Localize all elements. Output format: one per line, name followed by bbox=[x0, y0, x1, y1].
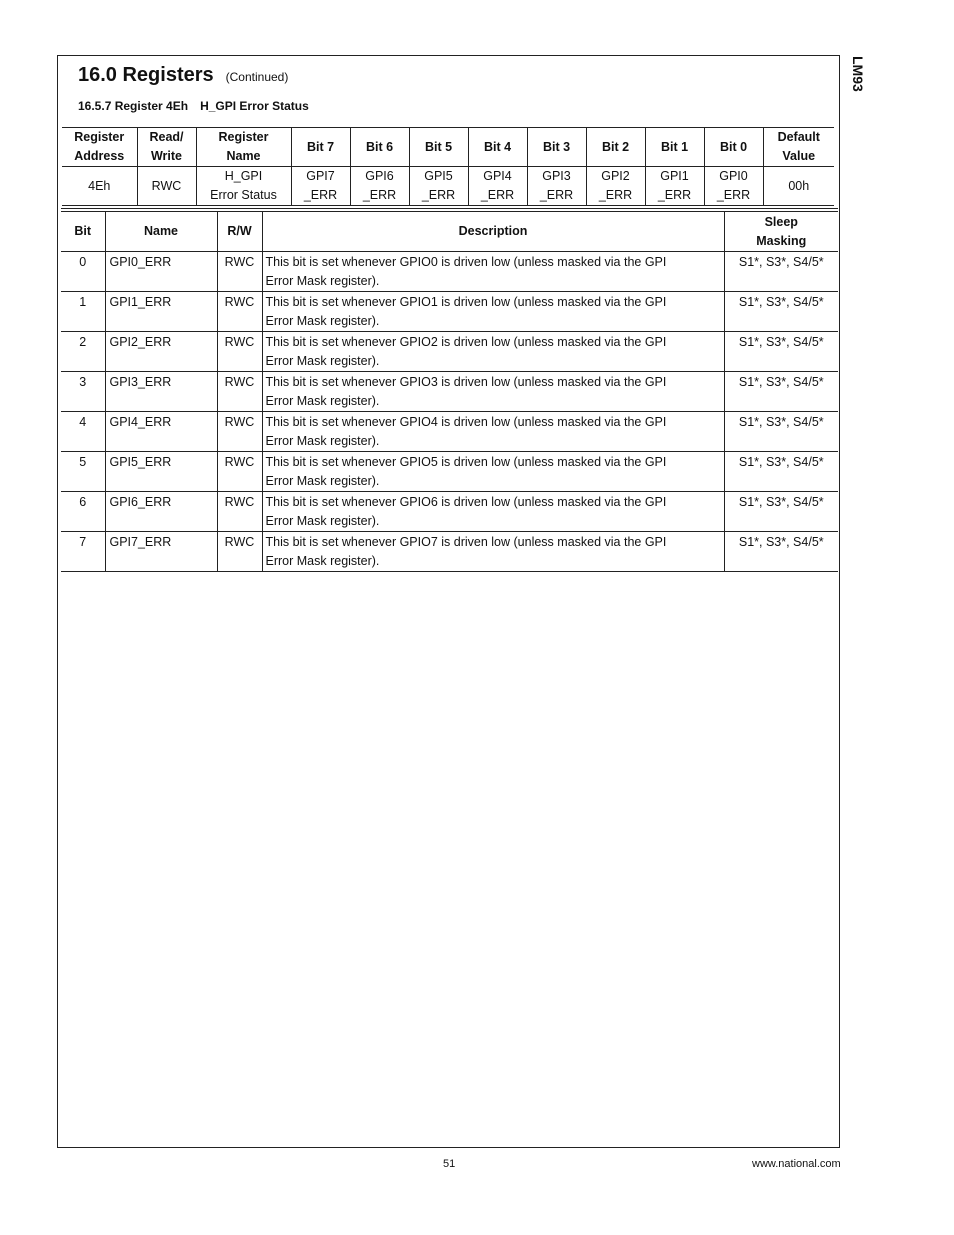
register-value-cell bbox=[468, 167, 527, 206]
register-header-line: Register bbox=[218, 130, 269, 144]
register-header-line: Address bbox=[74, 149, 125, 163]
register-value-line: _ERR bbox=[657, 188, 692, 202]
bit-name: GPI6_ERR bbox=[105, 492, 217, 532]
bit-name: GPI3_ERR bbox=[105, 372, 217, 412]
register-summary-table bbox=[62, 127, 834, 206]
register-value-line: _ERR bbox=[598, 188, 633, 202]
description-line: This bit is set whenever GPIO6 is driven low (unless masked via the GPI bbox=[265, 495, 667, 509]
website-url: www.national.com bbox=[752, 1158, 841, 1170]
register-value-cell bbox=[704, 167, 763, 206]
sleep-masking: S1*, S3*, S4/5* bbox=[724, 452, 838, 492]
description-line: This bit is set whenever GPIO3 is driven low (unless masked via the GPI bbox=[265, 375, 667, 389]
sleep-masking: S1*, S3*, S4/5* bbox=[724, 492, 838, 532]
bit-description-table bbox=[61, 211, 838, 572]
table-divider bbox=[61, 208, 838, 209]
bit-description bbox=[262, 252, 724, 292]
page-number: 51 bbox=[443, 1158, 456, 1170]
bit-name: GPI1_ERR bbox=[105, 292, 217, 332]
register-header-line: Bit 2 bbox=[601, 139, 630, 154]
bit-number: 2 bbox=[61, 332, 105, 372]
register-value-cell bbox=[196, 167, 291, 206]
register-value-line: GPI2 bbox=[601, 169, 630, 183]
register-header-line: Bit 3 bbox=[542, 139, 571, 154]
register-header-line: Default bbox=[777, 130, 820, 144]
register-header-line: Name bbox=[226, 149, 261, 163]
register-header-line: Bit 5 bbox=[424, 139, 453, 154]
register-value-line: GPI1 bbox=[660, 169, 689, 183]
description-line: This bit is set whenever GPIO5 is driven low (unless masked via the GPI bbox=[265, 455, 667, 469]
description-line: Error Mask register). bbox=[265, 313, 380, 328]
register-header-line: Bit 0 bbox=[719, 139, 748, 154]
bit-access: RWC bbox=[217, 452, 262, 492]
register-value-line: GPI5 bbox=[424, 169, 453, 183]
part-number: LM93 bbox=[850, 56, 866, 92]
register-value-line: _ERR bbox=[303, 188, 338, 202]
register-value-line: Error Status bbox=[210, 188, 277, 202]
register-header-cell bbox=[291, 128, 350, 167]
sleep-masking: S1*, S3*, S4/5* bbox=[724, 412, 838, 452]
register-value-line: GPI3 bbox=[542, 169, 571, 183]
description-line: This bit is set whenever GPIO7 is driven low (unless masked via the GPI bbox=[265, 535, 667, 549]
bit-access: RWC bbox=[217, 332, 262, 372]
header-rw: R/W bbox=[217, 212, 262, 252]
register-header-cell bbox=[527, 128, 586, 167]
bit-description bbox=[262, 452, 724, 492]
side-part-label bbox=[845, 56, 869, 116]
table-row bbox=[61, 292, 838, 332]
bit-number: 7 bbox=[61, 532, 105, 572]
register-header-cell bbox=[350, 128, 409, 167]
register-value-line: _ERR bbox=[539, 188, 574, 202]
subsection-name: H_GPI Error Status bbox=[200, 99, 309, 113]
register-header-cell bbox=[62, 128, 137, 167]
bit-name: GPI7_ERR bbox=[105, 532, 217, 572]
bit-access: RWC bbox=[217, 292, 262, 332]
register-value-cell bbox=[137, 167, 196, 206]
table-row bbox=[61, 372, 838, 412]
description-line: Error Mask register). bbox=[265, 273, 380, 288]
register-header-cell bbox=[704, 128, 763, 167]
register-header-line: Register bbox=[74, 130, 125, 144]
description-line: Error Mask register). bbox=[265, 353, 380, 368]
register-header-line: Write bbox=[150, 149, 183, 163]
register-header-cell bbox=[196, 128, 291, 167]
section-heading bbox=[78, 64, 288, 87]
register-header-cell bbox=[137, 128, 196, 167]
register-value-cell bbox=[586, 167, 645, 206]
bit-description bbox=[262, 292, 724, 332]
register-value-line: 4Eh bbox=[88, 178, 111, 193]
bit-number: 6 bbox=[61, 492, 105, 532]
register-header-row bbox=[62, 128, 834, 167]
bit-access: RWC bbox=[217, 412, 262, 452]
bit-number: 3 bbox=[61, 372, 105, 412]
table-row bbox=[61, 412, 838, 452]
table-row bbox=[61, 452, 838, 492]
bit-name: GPI2_ERR bbox=[105, 332, 217, 372]
table-row bbox=[61, 492, 838, 532]
register-header-cell bbox=[645, 128, 704, 167]
register-value-line: _ERR bbox=[716, 188, 751, 202]
sleep-masking: S1*, S3*, S4/5* bbox=[724, 252, 838, 292]
bit-number: 5 bbox=[61, 452, 105, 492]
register-value-line: H_GPI bbox=[224, 169, 263, 183]
bit-access: RWC bbox=[217, 372, 262, 412]
register-value-line: GPI4 bbox=[483, 169, 512, 183]
bit-description bbox=[262, 372, 724, 412]
header-sleep-line1: Sleep bbox=[764, 215, 798, 229]
register-value-line: _ERR bbox=[480, 188, 515, 202]
section-title: 16.0 Registers bbox=[78, 64, 214, 86]
register-value-line: 00h bbox=[788, 178, 810, 193]
register-header-cell bbox=[763, 128, 834, 167]
register-header-cell bbox=[409, 128, 468, 167]
register-value-cell bbox=[62, 167, 137, 206]
header-bit: Bit bbox=[61, 212, 105, 252]
bit-name: GPI0_ERR bbox=[105, 252, 217, 292]
header-description: Description bbox=[262, 212, 724, 252]
bit-description bbox=[262, 412, 724, 452]
description-line: Error Mask register). bbox=[265, 473, 380, 488]
bit-number: 4 bbox=[61, 412, 105, 452]
subsection-number: 16.5.7 Register 4Eh bbox=[78, 99, 189, 113]
sleep-masking: S1*, S3*, S4/5* bbox=[724, 532, 838, 572]
bit-header-row bbox=[61, 212, 838, 252]
table-row bbox=[61, 332, 838, 372]
description-line: This bit is set whenever GPIO0 is driven low (unless masked via the GPI bbox=[265, 255, 667, 269]
register-value-cell bbox=[350, 167, 409, 206]
bit-name: GPI5_ERR bbox=[105, 452, 217, 492]
register-header-line: Bit 7 bbox=[306, 139, 335, 154]
header-sleep-masking bbox=[724, 212, 838, 252]
description-line: Error Mask register). bbox=[265, 433, 380, 448]
description-line: This bit is set whenever GPIO4 is driven low (unless masked via the GPI bbox=[265, 415, 667, 429]
bit-number: 0 bbox=[61, 252, 105, 292]
register-value-cell bbox=[645, 167, 704, 206]
register-value-cell bbox=[291, 167, 350, 206]
bit-access: RWC bbox=[217, 532, 262, 572]
register-value-cell bbox=[763, 167, 834, 206]
bit-description bbox=[262, 332, 724, 372]
description-line: Error Mask register). bbox=[265, 393, 380, 408]
register-value-row bbox=[62, 167, 834, 206]
register-value-line: GPI6 bbox=[365, 169, 394, 183]
register-header-cell bbox=[586, 128, 645, 167]
register-value-line: _ERR bbox=[362, 188, 397, 202]
register-header-line: Bit 4 bbox=[483, 139, 512, 154]
table-row bbox=[61, 532, 838, 572]
header-sleep-line2: Masking bbox=[756, 233, 807, 248]
bit-access: RWC bbox=[217, 252, 262, 292]
description-line: This bit is set whenever GPIO1 is driven low (unless masked via the GPI bbox=[265, 295, 667, 309]
register-header-line: Bit 1 bbox=[660, 139, 689, 154]
register-header-cell bbox=[468, 128, 527, 167]
register-value-line: _ERR bbox=[421, 188, 456, 202]
subsection-heading bbox=[78, 99, 309, 113]
register-header-line: Value bbox=[782, 149, 816, 163]
description-line: Error Mask register). bbox=[265, 513, 380, 528]
sleep-masking: S1*, S3*, S4/5* bbox=[724, 372, 838, 412]
register-value-cell bbox=[527, 167, 586, 206]
bit-name: GPI4_ERR bbox=[105, 412, 217, 452]
register-header-line: Bit 6 bbox=[365, 139, 394, 154]
table-row bbox=[61, 252, 838, 292]
bit-description bbox=[262, 532, 724, 572]
register-value-line: RWC bbox=[151, 178, 182, 193]
sleep-masking: S1*, S3*, S4/5* bbox=[724, 332, 838, 372]
continued-note: (Continued) bbox=[225, 70, 289, 84]
bit-description bbox=[262, 492, 724, 532]
description-line: Error Mask register). bbox=[265, 553, 380, 568]
header-name: Name bbox=[105, 212, 217, 252]
description-line: This bit is set whenever GPIO2 is driven low (unless masked via the GPI bbox=[265, 335, 667, 349]
register-value-cell bbox=[409, 167, 468, 206]
register-value-line: GPI0 bbox=[719, 169, 748, 183]
register-value-line: GPI7 bbox=[306, 169, 335, 183]
bit-number: 1 bbox=[61, 292, 105, 332]
register-header-line: Read/ bbox=[149, 130, 184, 144]
bit-access: RWC bbox=[217, 492, 262, 532]
sleep-masking: S1*, S3*, S4/5* bbox=[724, 292, 838, 332]
